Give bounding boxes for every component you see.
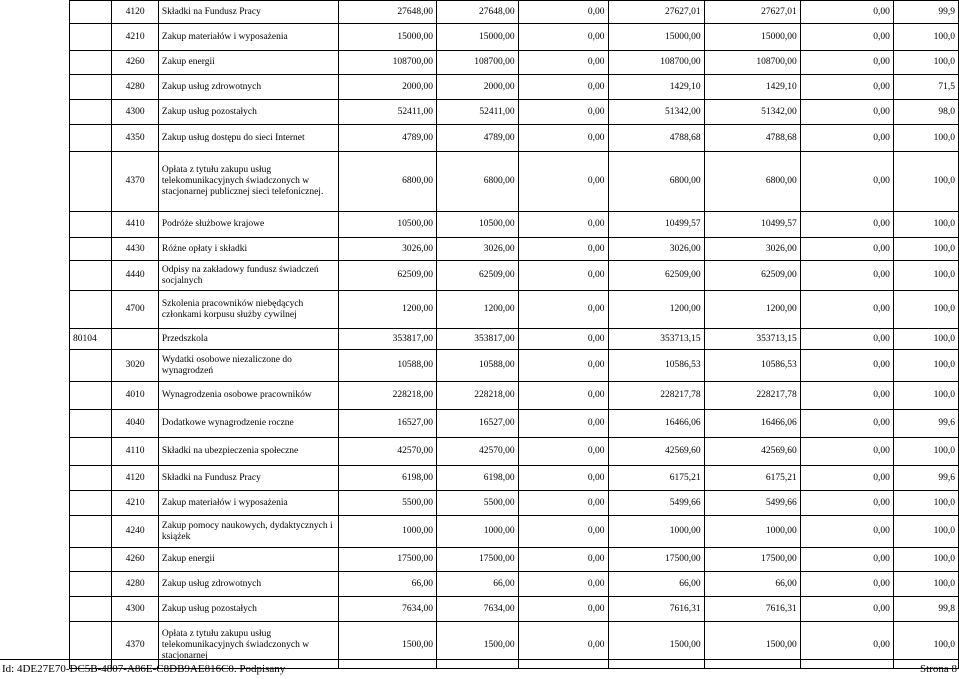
executed-cell: 10499,57 (608, 212, 704, 238)
table-row (70, 1, 959, 24)
division-cell (70, 410, 112, 438)
plan-cell: 10588,00 (338, 350, 436, 382)
plan-after-changes-cell: 4789,00 (436, 125, 518, 152)
division-cell (70, 382, 112, 410)
division-cell (70, 548, 112, 572)
percent-cell: 99,6 (893, 466, 958, 491)
item-name-cell: Zakup energii (158, 548, 338, 572)
liabilities-cell: 0,00 (800, 261, 893, 291)
blocked-cell: 0,00 (518, 350, 608, 382)
liabilities-cell: 0,00 (800, 75, 893, 100)
plan-after-changes-cell: 27648,00 (436, 1, 518, 24)
percent-cell: 100,0 (893, 291, 958, 329)
table-row (70, 238, 959, 261)
percent-cell: 100,0 (893, 51, 958, 75)
blocked-cell: 0,00 (518, 75, 608, 100)
item-name-cell: Zakup usług dostępu do sieci Internet (158, 125, 338, 152)
division-cell (70, 572, 112, 597)
executed-total-cell: 3026,00 (704, 238, 800, 261)
executed-total-cell: 15000,00 (704, 24, 800, 51)
blocked-cell: 0,00 (518, 212, 608, 238)
paragraph-cell: 4700 (112, 291, 159, 329)
item-name-cell: Dodatkowe wynagrodzenie roczne (158, 410, 338, 438)
percent-cell: 100,0 (893, 572, 958, 597)
item-name-cell: Zakup energii (158, 51, 338, 75)
executed-total-cell: 16466,06 (704, 410, 800, 438)
executed-cell: 108700,00 (608, 51, 704, 75)
plan-after-changes-cell: 5500,00 (436, 491, 518, 516)
liabilities-cell: 0,00 (800, 291, 893, 329)
plan-after-changes-cell: 17500,00 (436, 548, 518, 572)
executed-cell: 42569,60 (608, 438, 704, 466)
blocked-cell: 0,00 (518, 597, 608, 622)
percent-cell: 100,0 (893, 212, 958, 238)
blocked-cell: 0,00 (518, 410, 608, 438)
executed-total-cell: 6800,00 (704, 152, 800, 212)
plan-after-changes-cell: 3026,00 (436, 238, 518, 261)
plan-after-changes-cell: 10500,00 (436, 212, 518, 238)
percent-cell: 100,0 (893, 548, 958, 572)
item-name-cell: Podróże służbowe krajowe (158, 212, 338, 238)
plan-cell: 27648,00 (338, 1, 436, 24)
division-cell (70, 350, 112, 382)
executed-cell: 5499,66 (608, 491, 704, 516)
executed-cell: 1429,10 (608, 75, 704, 100)
executed-total-cell: 27627,01 (704, 1, 800, 24)
executed-total-cell: 42569,60 (704, 438, 800, 466)
item-name-cell: Przedszkola (158, 329, 338, 350)
executed-total-cell: 228217,78 (704, 382, 800, 410)
liabilities-cell: 0,00 (800, 516, 893, 548)
plan-cell: 2000,00 (338, 75, 436, 100)
percent-cell: 99,9 (893, 1, 958, 24)
paragraph-cell: 4040 (112, 410, 159, 438)
plan-cell: 1000,00 (338, 516, 436, 548)
plan-cell: 1500,00 (338, 622, 436, 669)
item-name-cell: Składki na Fundusz Pracy (158, 1, 338, 24)
liabilities-cell: 0,00 (800, 329, 893, 350)
plan-after-changes-cell: 6800,00 (436, 152, 518, 212)
item-name-cell: Zakup materiałów i wyposażenia (158, 24, 338, 51)
percent-cell: 98,0 (893, 100, 958, 125)
executed-total-cell: 66,00 (704, 572, 800, 597)
liabilities-cell: 0,00 (800, 438, 893, 466)
paragraph-cell: 4300 (112, 100, 159, 125)
percent-cell: 99,6 (893, 410, 958, 438)
blocked-cell: 0,00 (518, 125, 608, 152)
paragraph-cell: 4260 (112, 51, 159, 75)
executed-total-cell: 62509,00 (704, 261, 800, 291)
plan-after-changes-cell: 108700,00 (436, 51, 518, 75)
liabilities-cell: 0,00 (800, 622, 893, 669)
percent-cell: 100,0 (893, 261, 958, 291)
division-cell (70, 491, 112, 516)
executed-total-cell: 51342,00 (704, 100, 800, 125)
executed-total-cell: 1200,00 (704, 291, 800, 329)
table-row (70, 51, 959, 75)
plan-cell: 16527,00 (338, 410, 436, 438)
item-name-cell: Opłata z tytułu zakupu usług telekomunikacyjnych świadczonych w stacjonarnej publicznej sieci telefonicznej. (158, 152, 338, 212)
executed-cell: 1200,00 (608, 291, 704, 329)
blocked-cell: 0,00 (518, 491, 608, 516)
table-row (70, 125, 959, 152)
plan-cell: 353817,00 (338, 329, 436, 350)
item-name-cell: Zakup materiałów i wyposażenia (158, 491, 338, 516)
division-cell (70, 597, 112, 622)
division-cell (70, 438, 112, 466)
plan-after-changes-cell: 353817,00 (436, 329, 518, 350)
item-name-cell: Zakup usług zdrowotnych (158, 75, 338, 100)
paragraph-cell: 4260 (112, 548, 159, 572)
liabilities-cell: 0,00 (800, 152, 893, 212)
table-row (70, 572, 959, 597)
table-row (70, 382, 959, 410)
item-name-cell: Zakup usług pozostałych (158, 100, 338, 125)
item-name-cell: Opłata z tytułu zakupu usług telekomunikacyjnych świadczonych w stacjonarnej (158, 622, 338, 669)
executed-total-cell: 1500,00 (704, 622, 800, 669)
division-cell (70, 100, 112, 125)
blocked-cell: 0,00 (518, 261, 608, 291)
percent-cell: 100,0 (893, 125, 958, 152)
executed-cell: 6175,21 (608, 466, 704, 491)
liabilities-cell: 0,00 (800, 572, 893, 597)
executed-total-cell: 10586,53 (704, 350, 800, 382)
division-cell (70, 212, 112, 238)
item-name-cell: Składki na ubezpieczenia społeczne (158, 438, 338, 466)
plan-after-changes-cell: 66,00 (436, 572, 518, 597)
division-cell (70, 1, 112, 24)
percent-cell: 100,0 (893, 350, 958, 382)
blocked-cell: 0,00 (518, 572, 608, 597)
plan-after-changes-cell: 7634,00 (436, 597, 518, 622)
item-name-cell: Wynagrodzenia osobowe pracowników (158, 382, 338, 410)
liabilities-cell: 0,00 (800, 382, 893, 410)
plan-after-changes-cell: 6198,00 (436, 466, 518, 491)
blocked-cell: 0,00 (518, 466, 608, 491)
executed-total-cell: 1429,10 (704, 75, 800, 100)
executed-cell: 228217,78 (608, 382, 704, 410)
plan-cell: 15000,00 (338, 24, 436, 51)
paragraph-cell: 4370 (112, 622, 159, 669)
table-row (70, 491, 959, 516)
page-footer (0, 659, 959, 679)
plan-cell: 108700,00 (338, 51, 436, 75)
document-id: Id: 4DE27E70-DC5B-4807-A86E-C8DB9AE816C0. Podpisany (2, 663, 286, 675)
plan-after-changes-cell: 228218,00 (436, 382, 518, 410)
percent-cell: 100,0 (893, 438, 958, 466)
item-name-cell: Odpisy na zakładowy fundusz świadczeń socjalnych (158, 261, 338, 291)
plan-cell: 66,00 (338, 572, 436, 597)
table-row (70, 152, 959, 212)
executed-cell: 1500,00 (608, 622, 704, 669)
plan-cell: 7634,00 (338, 597, 436, 622)
item-name-cell: Zakup usług pozostałych (158, 597, 338, 622)
table-row (70, 75, 959, 100)
plan-cell: 62509,00 (338, 261, 436, 291)
executed-cell: 4788,68 (608, 125, 704, 152)
liabilities-cell: 0,00 (800, 238, 893, 261)
blocked-cell: 0,00 (518, 238, 608, 261)
division-cell (70, 75, 112, 100)
executed-cell: 17500,00 (608, 548, 704, 572)
liabilities-cell: 0,00 (800, 1, 893, 24)
executed-cell: 10586,53 (608, 350, 704, 382)
table-row (70, 438, 959, 466)
executed-total-cell: 353713,15 (704, 329, 800, 350)
executed-cell: 1000,00 (608, 516, 704, 548)
division-cell (70, 516, 112, 548)
plan-after-changes-cell: 1200,00 (436, 291, 518, 329)
executed-total-cell: 108700,00 (704, 51, 800, 75)
percent-cell: 100,0 (893, 329, 958, 350)
plan-cell: 42570,00 (338, 438, 436, 466)
table-row (70, 212, 959, 238)
blocked-cell: 0,00 (518, 516, 608, 548)
item-name-cell: Składki na Fundusz Pracy (158, 466, 338, 491)
plan-cell: 3026,00 (338, 238, 436, 261)
division-cell (70, 24, 112, 51)
plan-after-changes-cell: 62509,00 (436, 261, 518, 291)
executed-cell: 3026,00 (608, 238, 704, 261)
executed-total-cell: 5499,66 (704, 491, 800, 516)
paragraph-cell: 4350 (112, 125, 159, 152)
percent-cell: 99,8 (893, 597, 958, 622)
item-name-cell: Zakup pomocy naukowych, dydaktycznych i książek (158, 516, 338, 548)
paragraph-cell: 4210 (112, 24, 159, 51)
plan-cell: 228218,00 (338, 382, 436, 410)
paragraph-cell: 4010 (112, 382, 159, 410)
division-cell (70, 291, 112, 329)
executed-total-cell: 4788,68 (704, 125, 800, 152)
paragraph-cell: 4120 (112, 1, 159, 24)
liabilities-cell: 0,00 (800, 350, 893, 382)
table-row (70, 466, 959, 491)
paragraph-cell: 4370 (112, 152, 159, 212)
blocked-cell: 0,00 (518, 329, 608, 350)
paragraph-cell: 3020 (112, 350, 159, 382)
plan-cell: 6198,00 (338, 466, 436, 491)
liabilities-cell: 0,00 (800, 125, 893, 152)
item-name-cell: Zakup usług zdrowotnych (158, 572, 338, 597)
percent-cell: 71,5 (893, 75, 958, 100)
percent-cell: 100,0 (893, 238, 958, 261)
division-cell (70, 261, 112, 291)
executed-cell: 15000,00 (608, 24, 704, 51)
executed-cell: 51342,00 (608, 100, 704, 125)
executed-cell: 62509,00 (608, 261, 704, 291)
executed-cell: 353713,15 (608, 329, 704, 350)
paragraph-cell: 4300 (112, 597, 159, 622)
liabilities-cell: 0,00 (800, 410, 893, 438)
blocked-cell: 0,00 (518, 382, 608, 410)
executed-cell: 16466,06 (608, 410, 704, 438)
paragraph-cell: 4440 (112, 261, 159, 291)
table-row (70, 350, 959, 382)
blocked-cell: 0,00 (518, 1, 608, 24)
division-cell (70, 125, 112, 152)
table-row (70, 291, 959, 329)
plan-cell: 4789,00 (338, 125, 436, 152)
paragraph-cell: 4410 (112, 212, 159, 238)
percent-cell: 100,0 (893, 382, 958, 410)
paragraph-cell: 4430 (112, 238, 159, 261)
item-name-cell: Szkolenia pracowników niebędących członkami korpusu służby cywilnej (158, 291, 338, 329)
liabilities-cell: 0,00 (800, 597, 893, 622)
executed-total-cell: 7616,31 (704, 597, 800, 622)
division-cell: 80104 (70, 329, 112, 350)
division-cell (70, 238, 112, 261)
paragraph-cell: 4280 (112, 75, 159, 100)
plan-cell: 1200,00 (338, 291, 436, 329)
table-row (70, 100, 959, 125)
percent-cell: 100,0 (893, 491, 958, 516)
blocked-cell: 0,00 (518, 622, 608, 669)
plan-after-changes-cell: 1500,00 (436, 622, 518, 669)
paragraph-cell: 4120 (112, 466, 159, 491)
plan-cell: 6800,00 (338, 152, 436, 212)
table-row (70, 410, 959, 438)
plan-after-changes-cell: 16527,00 (436, 410, 518, 438)
plan-after-changes-cell: 15000,00 (436, 24, 518, 51)
executed-cell: 66,00 (608, 572, 704, 597)
liabilities-cell: 0,00 (800, 548, 893, 572)
percent-cell: 100,0 (893, 516, 958, 548)
blocked-cell: 0,00 (518, 100, 608, 125)
division-cell (70, 466, 112, 491)
table-row (70, 261, 959, 291)
executed-cell: 27627,01 (608, 1, 704, 24)
budget-table (69, 0, 959, 669)
item-name-cell: Różne opłaty i składki (158, 238, 338, 261)
plan-after-changes-cell: 10588,00 (436, 350, 518, 382)
blocked-cell: 0,00 (518, 548, 608, 572)
percent-cell: 100,0 (893, 152, 958, 212)
blocked-cell: 0,00 (518, 438, 608, 466)
liabilities-cell: 0,00 (800, 212, 893, 238)
executed-cell: 7616,31 (608, 597, 704, 622)
executed-total-cell: 17500,00 (704, 548, 800, 572)
plan-after-changes-cell: 2000,00 (436, 75, 518, 100)
division-cell (70, 51, 112, 75)
liabilities-cell: 0,00 (800, 51, 893, 75)
percent-cell: 100,0 (893, 24, 958, 51)
plan-cell: 10500,00 (338, 212, 436, 238)
plan-cell: 52411,00 (338, 100, 436, 125)
item-name-cell: Wydatki osobowe niezaliczone do wynagrodzeń (158, 350, 338, 382)
table-row (70, 24, 959, 51)
plan-after-changes-cell: 52411,00 (436, 100, 518, 125)
percent-cell: 100,0 (893, 622, 958, 669)
paragraph-cell: 4280 (112, 572, 159, 597)
table-row (70, 597, 959, 622)
liabilities-cell: 0,00 (800, 24, 893, 51)
plan-cell: 17500,00 (338, 548, 436, 572)
blocked-cell: 0,00 (518, 152, 608, 212)
blocked-cell: 0,00 (518, 51, 608, 75)
executed-cell: 6800,00 (608, 152, 704, 212)
executed-total-cell: 6175,21 (704, 466, 800, 491)
plan-after-changes-cell: 1000,00 (436, 516, 518, 548)
plan-cell: 5500,00 (338, 491, 436, 516)
liabilities-cell: 0,00 (800, 491, 893, 516)
executed-total-cell: 10499,57 (704, 212, 800, 238)
paragraph-cell: 4240 (112, 516, 159, 548)
liabilities-cell: 0,00 (800, 466, 893, 491)
executed-total-cell: 1000,00 (704, 516, 800, 548)
paragraph-cell: 4210 (112, 491, 159, 516)
page-number: Strona 8 (920, 663, 957, 675)
table-row (70, 329, 959, 350)
paragraph-cell (112, 329, 159, 350)
budget-table-body (70, 1, 959, 669)
table-row (70, 516, 959, 548)
blocked-cell: 0,00 (518, 24, 608, 51)
paragraph-cell: 4110 (112, 438, 159, 466)
table-row (70, 548, 959, 572)
liabilities-cell: 0,00 (800, 100, 893, 125)
division-cell (70, 152, 112, 212)
blocked-cell: 0,00 (518, 291, 608, 329)
plan-after-changes-cell: 42570,00 (436, 438, 518, 466)
